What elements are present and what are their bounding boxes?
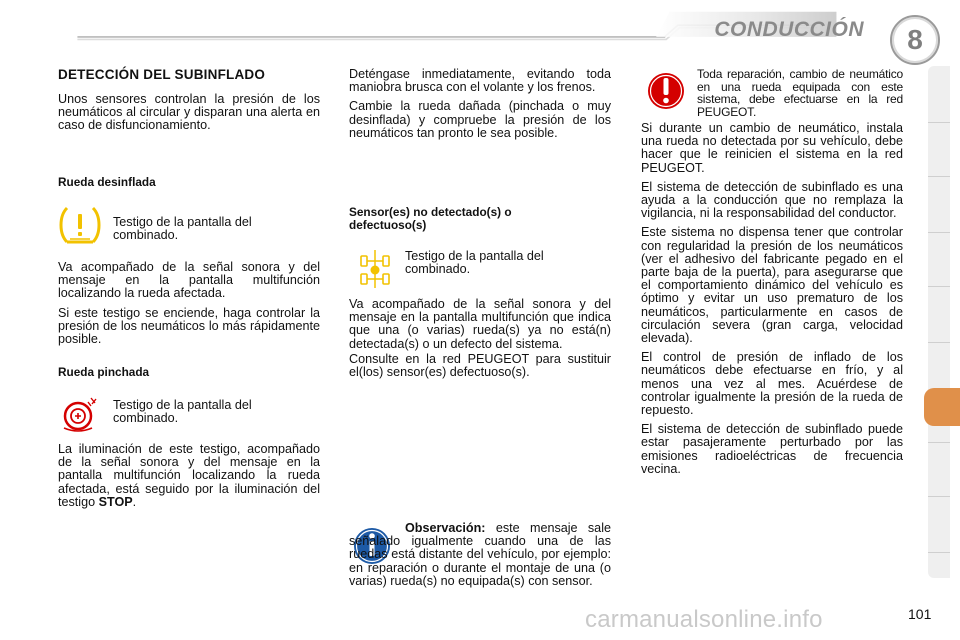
sensor-paragraph-1: Va acompañado de la señal sonora y del mensaje en la pantalla multifunción que indica que una (o varias) rueda(s) ya no está(n) detectada(s) o un defecto del sistema. xyxy=(349,297,611,351)
col2-paragraph-1: Deténgase inmediatamente, evitando toda maniobra brusca con el volante y los frenos. xyxy=(349,67,611,95)
puncture-heading: Rueda pinchada xyxy=(58,365,150,379)
flat-tyre-paragraph-1: Va acompañado de la señal sonora y del mensaje en la pantalla multifunción localizando la rueda afectada. xyxy=(58,260,320,301)
sensor-paragraph-2: Consulte en la red PEUGEOT para sustituir el(los) sensor(es) defectuoso(s). xyxy=(349,351,611,380)
sensor-fault-icon xyxy=(352,246,398,292)
col2-paragraph-2: Cambie la rueda dañada (pinchada o muy desinflada) y compruebe la presión de los neumáticos tan pronto le sea posible. xyxy=(349,99,611,140)
puncture-paragraph-end: . xyxy=(132,494,137,509)
col3-paragraph-3: Este sistema no dispensa tener que controlar con regularidad la presión de los neumáticos (ver el adhesivo del fabricante pegado en el parte baja de la puerta), para asegurarse que el comportamiento dinámico del vehículo es óptimo y evitar un uso prematuro de los neumáticos, particularmente en casos de circulación severa (gran carga, velocidad elevada). xyxy=(641,225,903,346)
flat-tyre-heading: Rueda desinflada xyxy=(58,175,156,189)
warning-exclamation-icon xyxy=(646,68,686,112)
puncture-warning-icon xyxy=(58,394,104,434)
col3-paragraph-1: Si durante un cambio de neumático, instala una rueda no detectada por su vehículo, debe hacer que le reinicien el sistema en la red PEUGEOT. xyxy=(641,121,903,175)
chapter-title: CONDUCCIÓN xyxy=(714,18,864,41)
sensor-icon-caption: Testigo de la pantalla del combinado. xyxy=(405,249,544,277)
flat-tyre-paragraph-2: Si este testigo se enciende, haga controlar la presión de los neumáticos lo más rápidamente posible. xyxy=(58,305,320,347)
observation-label: Observación: xyxy=(405,521,486,535)
observation-note xyxy=(349,522,611,588)
stop-label: STOP xyxy=(98,494,133,509)
active-chapter-tab[interactable] xyxy=(924,388,960,426)
intro-paragraph: Unos sensores controlan la presión de los neumáticos al circular y disparan una alerta en caso de disfuncionamiento. xyxy=(58,92,320,133)
puncture-paragraph xyxy=(58,443,320,509)
puncture-paragraph-text: La iluminación de este testigo, acompañado de la señal sonora y del mensaje en la pantalla multifunción localizando la rueda afectada, está seguido por la iluminación del testigo xyxy=(58,442,320,509)
sensor-heading: Sensor(es) no detectado(s) o defectuoso(s) xyxy=(349,205,512,232)
col3-paragraph-4: El control de presión de inflado de los neumáticos debe efectuarse en frío, y al menos una vez al mes. Acuérdese de controlar igualmente la presión de la rueda de repuesto. xyxy=(641,350,903,418)
observation-text: este mensaje sale señalado igualmente cuando una de las ruedas está distante del vehículo, por ejemplo: en reparación o durante el montaje de una (o varias) rueda(s) no equipada(s) con sensor. xyxy=(349,521,611,588)
page-number: 101 xyxy=(908,606,932,622)
section-title: DETECCIÓN DEL SUBINFLADO xyxy=(58,67,266,82)
tyre-pressure-warning-icon xyxy=(56,204,104,248)
warning-note: Toda reparación, cambio de neumático en una rueda equipada con este sistema, debe efectuarse en la red PEUGEOT. xyxy=(697,67,903,119)
flat-tyre-icon-caption: Testigo de la pantalla del combinado. xyxy=(113,215,252,243)
chapter-number-badge: 8 xyxy=(890,15,940,65)
chapter-tab-strip[interactable] xyxy=(928,66,950,578)
col3-paragraph-2: El sistema de detección de subinflado es una ayuda a la conducción que no remplaza la vigilancia, ni la responsabilidad del conductor. xyxy=(641,179,903,221)
puncture-icon-caption: Testigo de la pantalla del combinado. xyxy=(113,398,252,426)
col3-paragraph-5: El sistema de detección de subinflado puede estar pasajeramente perturbado por las emisiones radioeléctricas de frecuencia vecina. xyxy=(641,422,903,476)
watermark: carmanualsonline.info xyxy=(585,606,823,633)
